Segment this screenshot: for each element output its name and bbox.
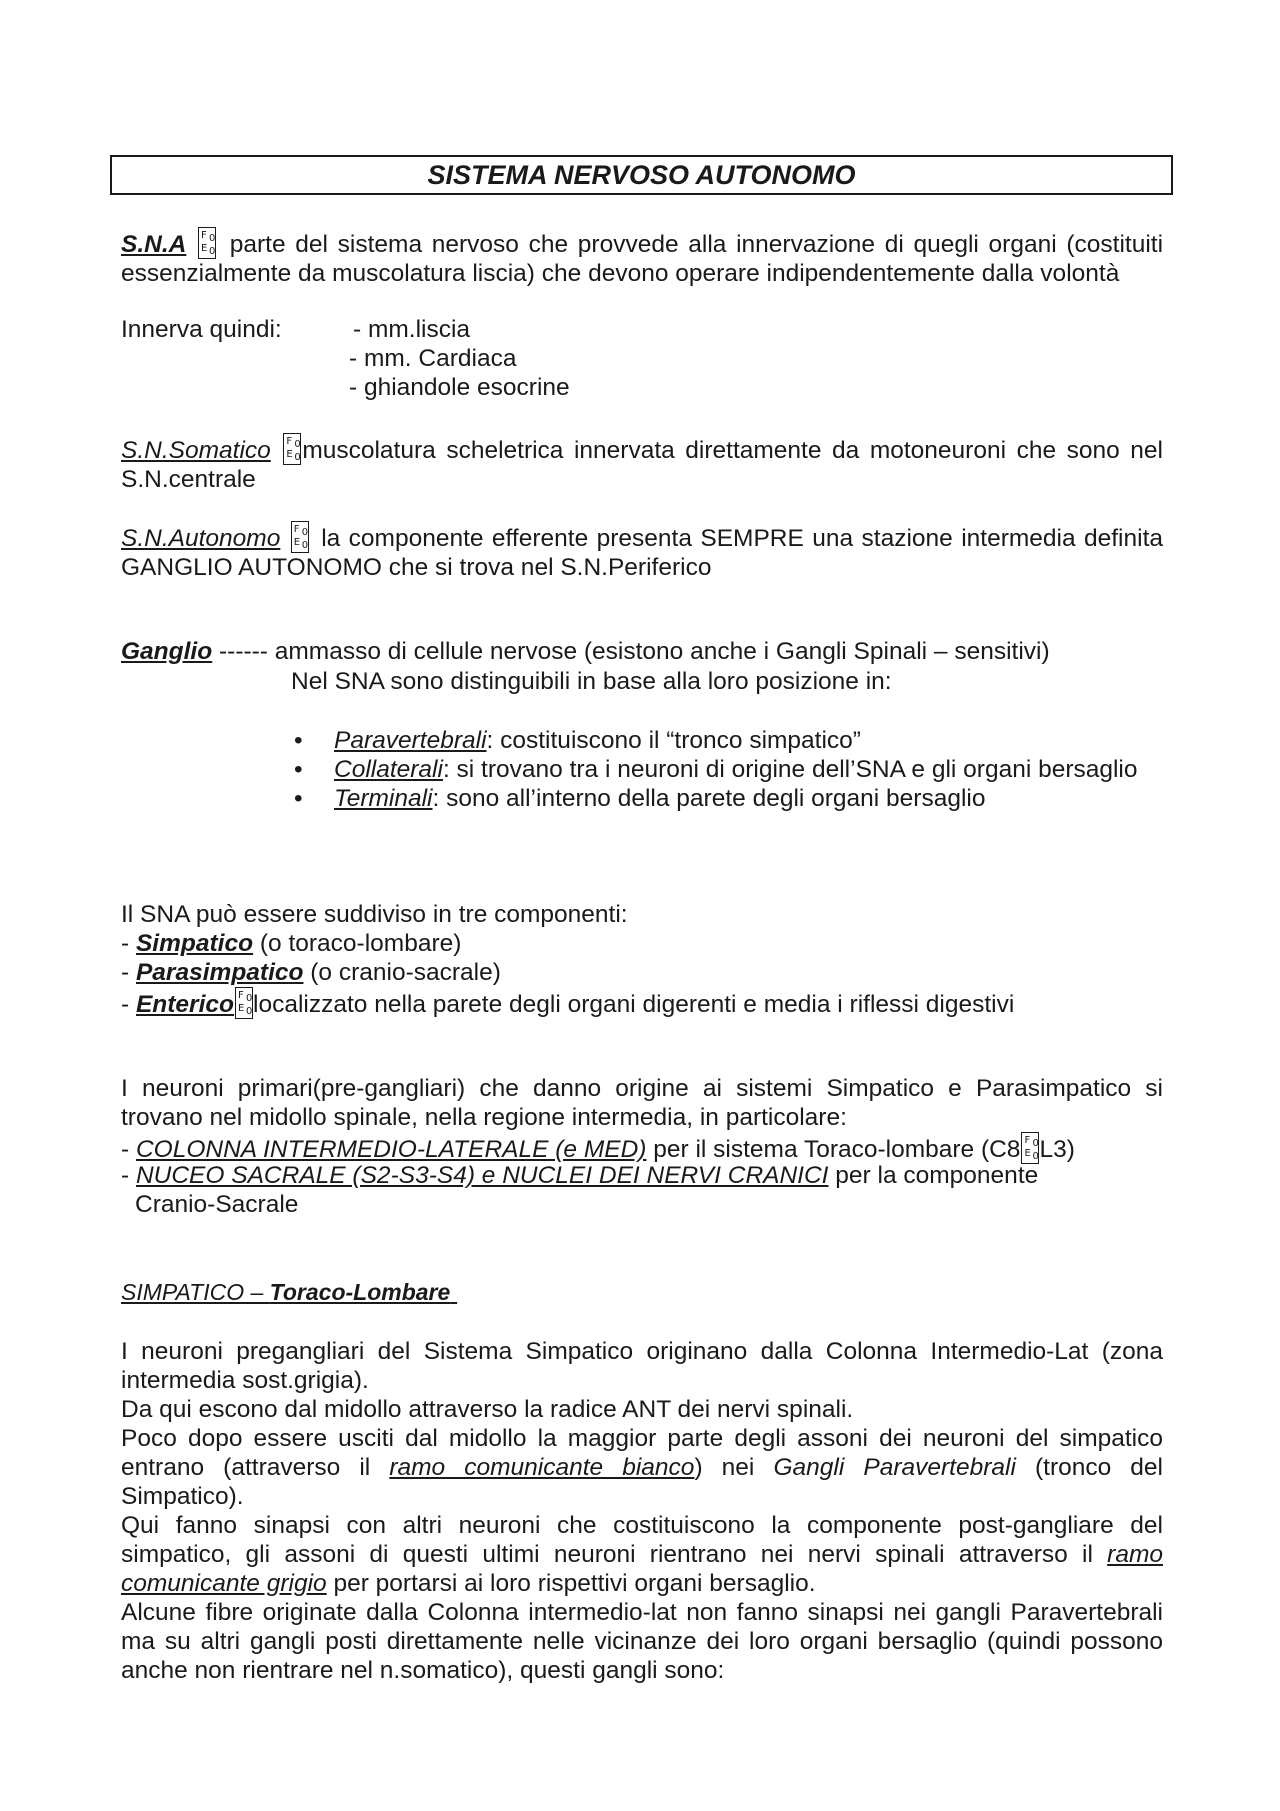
innerva-list xyxy=(349,315,570,402)
bullet-term: Paravertebrali xyxy=(334,727,487,754)
list-item: - mm. Cardiaca xyxy=(349,345,517,372)
component-term: Enterico xyxy=(135,991,234,1018)
page-title: SISTEMA NERVOSO AUTONOMO xyxy=(110,155,1173,195)
list-item: - Simpatico (o toraco-lombare) xyxy=(121,930,462,957)
arrow-glyph-icon: F 0 E 0 xyxy=(291,521,309,553)
paragraph: Da qui escono dal midollo attraverso la radice ANT dei nervi spinali. xyxy=(121,1396,854,1423)
sna-term: S.N.A xyxy=(121,231,187,258)
list-item xyxy=(294,726,1162,755)
neuroni-item-1: - COLONNA INTERMEDIO-LATERALE (e MED) per il sistema Toraco-lombare (C8 F 0 E 0 L3) xyxy=(121,1132,1163,1164)
somatico-term: S.N.Somatico xyxy=(121,437,271,464)
neuroni-paragraph: I neuroni primari(pre-gangliari) che danno origine ai sistemi Simpatico e Parasimpatico si trovano nel midollo spinale, nella regione intermedia, in particolare: xyxy=(121,1075,1163,1131)
paragraph: Qui fanno sinapsi con altri neuroni che costituiscono la componente post-gangliare del simpatico, gli assoni di questi ultimi neuroni rientrano nei nervi spinali attraverso il ramo comunicante grigio per portarsi ai loro rispettivi organi bersaglio. xyxy=(121,1512,1163,1597)
componenti-block xyxy=(121,900,1163,1019)
ganglio-text: ------ ammasso di cellule nervose (esistono anche i Gangli Spinali – sensitivi) xyxy=(212,638,1050,665)
ganglio-term: Ganglio xyxy=(121,638,213,665)
bullet-text: : costituiscono il “tronco simpatico” xyxy=(486,727,861,754)
bullet-icon: • xyxy=(294,785,303,812)
paragraph: I neuroni pregangliari del Sistema Simpatico originano dalla Colonna Intermedio-Lat (zona intermedia sost.grigia). xyxy=(121,1338,1163,1394)
autonomo-term: S.N.Autonomo xyxy=(121,525,281,552)
autonomo-paragraph xyxy=(121,521,1163,582)
component-term: Parasimpatico xyxy=(135,959,304,986)
sna-text: parte del sistema nervoso che provvede alla innervazione di quegli organi (costituiti essenzialmente da muscolatura liscia) che devono operare indipendentemente dalla volontà xyxy=(121,231,1164,287)
componenti-intro: Il SNA può essere suddiviso in tre componenti: xyxy=(121,901,628,928)
bullet-term: Collaterali xyxy=(334,756,443,783)
bullet-icon: • xyxy=(294,727,303,754)
heading-part-a: SIMPATICO – xyxy=(121,1279,270,1305)
ganglio-line xyxy=(121,637,1163,666)
somatico-paragraph xyxy=(121,433,1163,494)
emphasis: ramo comunicante grigio xyxy=(121,1541,1163,1597)
list-item xyxy=(294,784,1162,813)
bullet-term: Terminali xyxy=(334,785,433,812)
ganglio-sub: Nel SNA sono distinguibili in base alla loro posizione in: xyxy=(291,668,892,695)
bullet-icon: • xyxy=(294,756,303,783)
paragraph: Alcune fibre originate dalla Colonna intermedio-lat non fanno sinapsi nei gangli Paravertebrali ma su altri gangli posti direttamente nelle vicinanze dei loro organi bersaglio (quindi possono anche non rientrare nel n.somatico), questi gangli sono: xyxy=(121,1599,1163,1684)
sna-paragraph xyxy=(121,227,1163,288)
ganglio-bullets xyxy=(294,726,1162,813)
neuroni-item-2: - NUCEO SACRALE (S2-S3-S4) e NUCLEI DEI NERVI CRANICI per la componente xyxy=(121,1162,1039,1189)
heading-part-b: Toraco-Lombare xyxy=(269,1279,451,1305)
innerva-label: Innerva quindi: xyxy=(121,316,282,343)
arrow-glyph-icon: F 0 E 0 xyxy=(235,987,253,1019)
emphasis: ramo comunicante bianco xyxy=(389,1454,695,1481)
autonomo-text: la componente efferente presenta SEMPRE una stazione intermedia definita GANGLIO AUTONOMO che si trova nel S.N.Periferico xyxy=(121,525,1164,581)
neuroni-term: COLONNA INTERMEDIO-LATERALE (e MED) xyxy=(135,1136,647,1163)
neuroni-item-2-cont: Cranio-Sacrale xyxy=(135,1191,299,1218)
simpatico-body xyxy=(121,1337,1163,1685)
simpatico-heading xyxy=(121,1278,1163,1307)
list-item xyxy=(294,755,1162,784)
bullet-text: : sono all’interno della parete degli organi bersaglio xyxy=(432,785,986,812)
list-item: - Parasimpatico (o cranio-sacrale) xyxy=(121,959,501,986)
arrow-glyph-icon: F 0 E 0 xyxy=(1021,1132,1039,1164)
bullet-text: : si trovano tra i neuroni di origine dell’SNA e gli organi bersaglio xyxy=(442,756,1138,783)
arrow-glyph-icon: F 0 E 0 xyxy=(198,227,216,259)
list-item: - Enterico F 0 E 0 localizzato nella parete degli organi digerenti e media i riflessi digestivi xyxy=(121,987,1163,1019)
list-item: - ghiandole esocrine xyxy=(349,374,570,401)
component-term: Simpatico xyxy=(135,930,254,957)
arrow-glyph-icon: F 0 E 0 xyxy=(283,433,301,465)
paragraph: Poco dopo essere usciti dal midollo la maggior parte degli assoni dei neuroni del simpatico entrano (attraverso il ramo comunicante bianco) nei Gangli Paravertebrali (tronco del Simpatico). xyxy=(121,1425,1164,1510)
emphasis: Gangli Paravertebrali xyxy=(773,1454,1016,1481)
neuroni-term: NUCEO SACRALE (S2-S3-S4) e NUCLEI DEI NERVI CRANICI xyxy=(135,1162,829,1189)
list-item: - mm.liscia xyxy=(353,316,471,343)
somatico-text: muscolatura scheletrica innervata direttamente da motoneuroni che sono nel S.N.centrale xyxy=(121,437,1163,493)
